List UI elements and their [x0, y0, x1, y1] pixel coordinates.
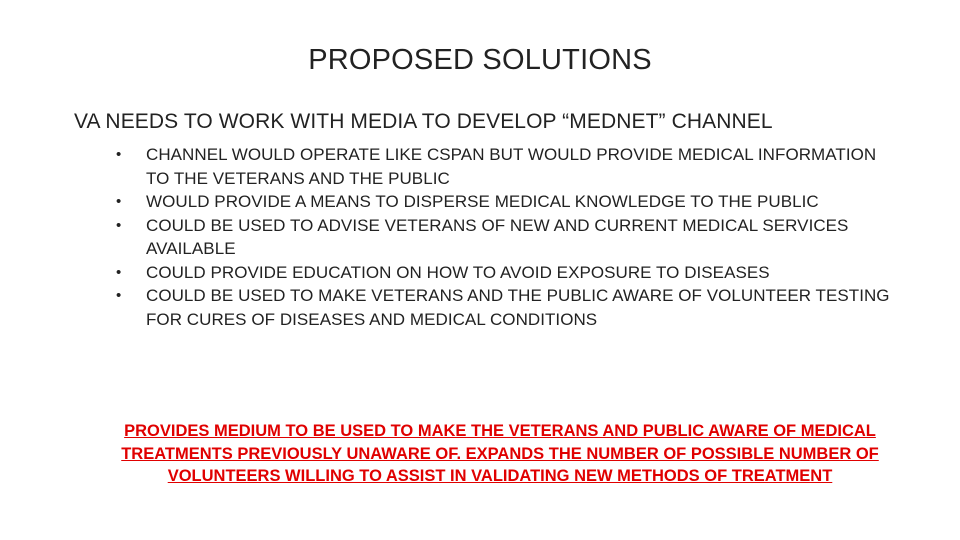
- bullet-item: [110, 143, 900, 190]
- slide-subtitle: VA NEEDS TO WORK WITH MEDIA TO DEVELOP “MEDNET” CHANNEL: [74, 110, 773, 133]
- bullet-text: COULD BE USED TO ADVISE VETERANS OF NEW AND CURRENT MEDICAL SERVICES AVAILABLE: [146, 215, 849, 258]
- bullet-icon: •: [116, 287, 122, 304]
- callout-text: PROVIDES MEDIUM TO BE USED TO MAKE THE VETERANS AND PUBLIC AWARE OF MEDICAL TREATMENTS PREVIOUSLY UNAWARE OF. EXPANDS THE NUMBER OF POSSIBLE NUMBER OF VOLUNTEERS WILLING TO ASSIST IN VALIDATING NEW METHODS OF TREATMENT: [121, 422, 879, 485]
- bullet-item: [110, 261, 900, 285]
- bullet-icon: •: [116, 146, 122, 163]
- bullet-text: WOULD PROVIDE A MEANS TO DISPERSE MEDICAL KNOWLEDGE TO THE PUBLIC: [146, 192, 819, 211]
- bullet-text: CHANNEL WOULD OPERATE LIKE CSPAN BUT WOULD PROVIDE MEDICAL INFORMATION TO THE VETERANS AND THE PUBLIC: [146, 145, 877, 188]
- bullet-icon: •: [116, 263, 122, 281]
- bullet-text: COULD BE USED TO MAKE VETERANS AND THE PUBLIC AWARE OF VOLUNTEER TESTING FOR CURES OF DISEASES AND MEDICAL CONDITIONS: [146, 286, 890, 329]
- bullet-text: COULD PROVIDE EDUCATION ON HOW TO AVOID EXPOSURE TO DISEASES: [146, 262, 770, 282]
- bullet-item: [110, 190, 900, 214]
- bullet-item: [110, 214, 900, 261]
- bullet-icon: •: [116, 193, 122, 210]
- slide-title: PROPOSED SOLUTIONS: [308, 44, 652, 76]
- bullet-icon: •: [116, 216, 122, 234]
- bullet-list: [110, 143, 900, 331]
- bullet-item: [110, 284, 900, 331]
